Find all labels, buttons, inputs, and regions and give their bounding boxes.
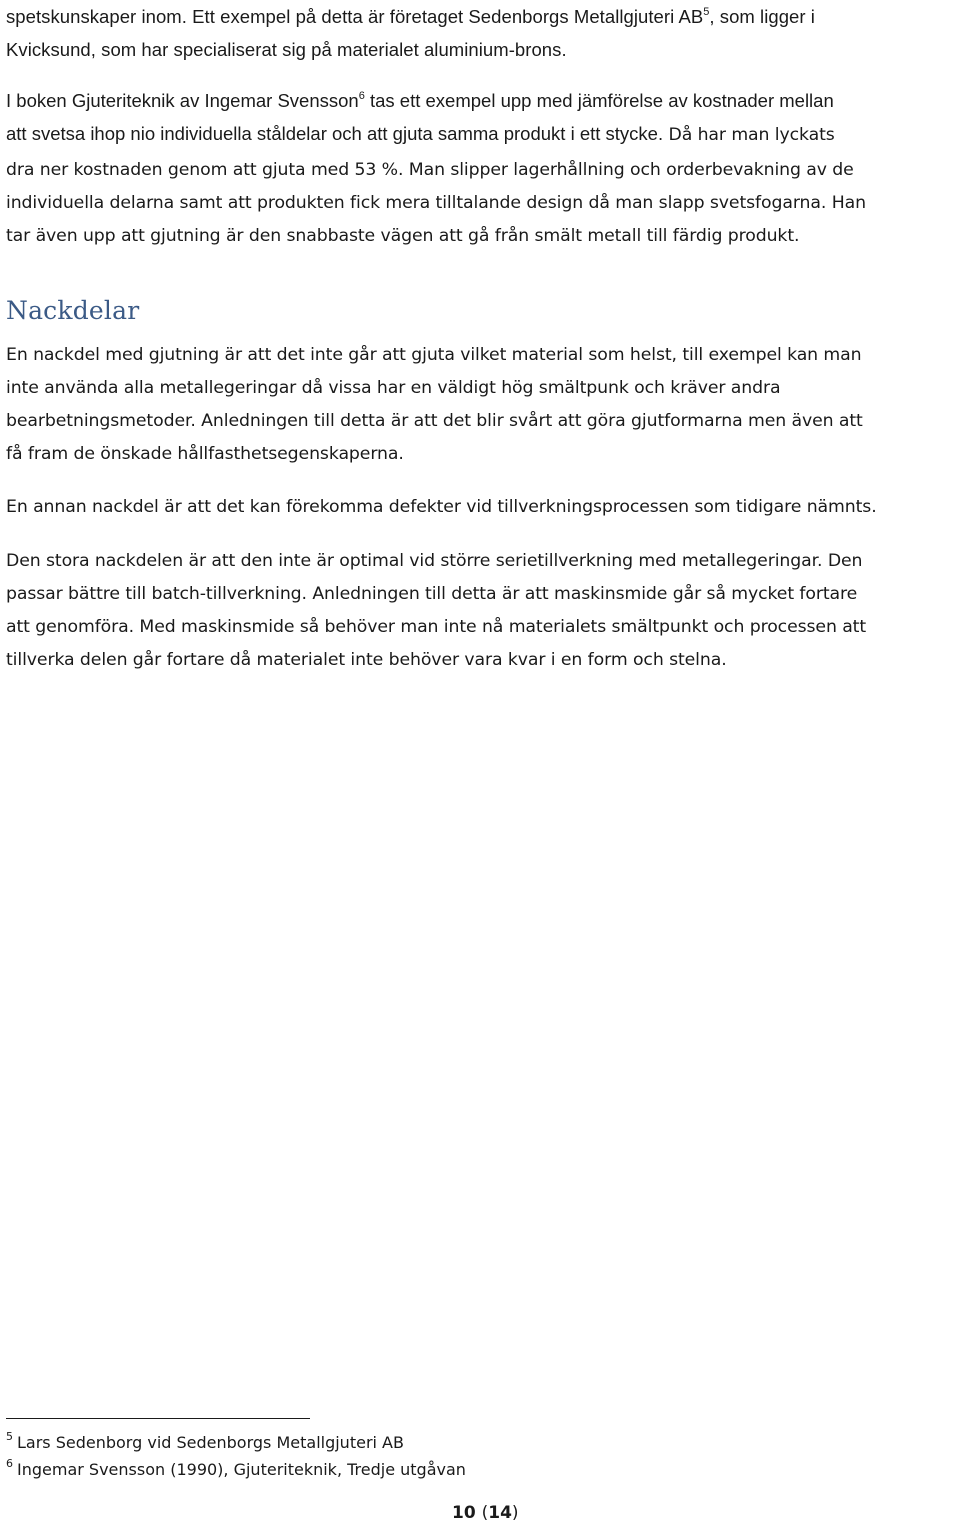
paragraph-line: passar bättre till batch-tillverkning. Anledningen till detta är att maskinsmide går så mycket fortare bbox=[6, 584, 858, 604]
footnote-number: 6 bbox=[6, 1456, 13, 1470]
intro-line bbox=[6, 0, 958, 33]
paragraph-line: tillverka delen går fortare då materialet inte behöver vara kvar i en form och stelna. bbox=[6, 650, 727, 670]
footnote-5 bbox=[6, 1429, 404, 1454]
page-current: 10 bbox=[452, 1503, 476, 1523]
nackdel-paragraph-3 bbox=[6, 545, 958, 677]
paragraph-line bbox=[6, 84, 958, 117]
footnote-number: 5 bbox=[6, 1429, 13, 1443]
paragraph-line bbox=[6, 152, 958, 187]
paragraph-text: dra ner kostnaden genom att gjuta med 53 %. bbox=[6, 160, 404, 180]
intro-line: Kvicksund, som har specialiserat sig på materialet aluminium-brons. bbox=[6, 39, 567, 60]
intro-text: spetskunskaper inom. Ett exempel på detta är företaget Sedenborgs Metallgjuteri AB bbox=[6, 6, 704, 27]
footnote-ref-5[interactable]: 5 bbox=[703, 5, 710, 18]
intro-text: , som ligger i bbox=[709, 6, 815, 27]
paragraph-line: inte använda alla metallegeringar då vissa har en väldigt hög smältpunk och kräver andra bbox=[6, 378, 781, 398]
paragraph-text: I boken Gjuteriteknik av Ingemar Svensson bbox=[6, 90, 359, 111]
paragraph-line bbox=[6, 117, 958, 152]
nackdel-paragraph-1 bbox=[6, 339, 958, 471]
footnote-text: Lars Sedenborg vid Sedenborgs Metallgjuteri AB bbox=[17, 1433, 404, 1452]
footnote-ref-6[interactable]: 6 bbox=[358, 89, 365, 102]
footnote-text: Ingemar Svensson (1990), Gjuteriteknik, Tredje utgåvan bbox=[17, 1460, 466, 1479]
paragraph-line: Den stora nackdelen är att den inte är optimal vid större serietillverkning med metallegeringar. Den bbox=[6, 551, 863, 571]
document-page: spetskunskaper inom. Ett exempel på detta är företaget Sedenborgs Metallgjuteri $AB^5$, som ligger i Kvicksund, som har specialiserat sig på materialet aluminium-brons. I boken Gjuteriteknik av Ingemar Svensson$^6$ tas ett exempel upp med jämförelse av kostnader mellan att svetsa ihop nio individuella ståldelar och att gjuta samma produkt i ett stycke. Då har man lyckats dra ner kostnaden genom att gjuta med 53 %. Man slipper lagerhållning och orderbevakning av de individuella delarna samt att produkten fick mera tilltalande design då man slapp svetsfogarna. Han tar även upp att gjutning är den snabbaste vägen att gå från smält metall till färdig produkt. Nackdelar En nackdel med gjutning är att det inte går att gjuta vilket material som helst, till exempel kan man inte använda alla metallegeringar då vissa har en väldigt hög smältpunk och kräver andra bearbetningsmetoder. Anledningen till detta är att det blir svårt att göra gjutformarna men även att få fram de önskade hållfasthetsegenskaperna. En annan nackdel är att det kan förekomma defekter vid tillverkningsprocessen som tidigare nämnts. Den stora nackdelen är att den inte är optimal vid större serietillverkning med metallegeringar. Den passar bättre till batch-tillverkning. Anledningen till detta är att maskinsmide går så mycket fortare att genomföra. Med maskinsmide så behöver man inte nå materialets smältpunkt och processen att tillverka delen går fortare då materialet inte behöver vara kvar i en form och stelna. $^5$ Lars Sedenborg vid Sedenborgs Metallgjuteri AB $^6$ Ingemar Svensson (1990), Gjuteriteknik, Tredje utgåvan 10 (14) bbox=[0, 0, 960, 1529]
paragraph-text: Man slipper lagerhållning och orderbevakning av de bbox=[403, 160, 854, 180]
paragraph-text: att svetsa ihop nio individuella ståldelar och att gjuta samma produkt i ett stycke. bbox=[6, 123, 664, 144]
paragraph-line: tar även upp att gjutning är den snabbaste vägen att gå från smält metall till färdig produkt. bbox=[6, 226, 800, 246]
intro-paragraph bbox=[6, 0, 958, 66]
paragraph-line: få fram de önskade hållfasthetsegenskaperna. bbox=[6, 444, 404, 464]
nackdel-paragraph-2 bbox=[6, 491, 958, 524]
paragraph-line: En annan nackdel är att det kan förekomma defekter vid tillverkningsprocessen som tidigare nämnts. bbox=[6, 497, 877, 517]
gjuteriteknik-paragraph bbox=[6, 84, 958, 253]
paragraph-line: En nackdel med gjutning är att det inte går att gjuta vilket material som helst, till exempel kan man bbox=[6, 345, 862, 365]
paragraph-text: Då har man lyckats bbox=[663, 125, 835, 145]
footnote-6 bbox=[6, 1456, 466, 1481]
footnote-divider bbox=[6, 1418, 310, 1419]
paragraph-line: bearbetningsmetoder. Anledningen till detta är att det blir svårt att göra gjutformarna men även att bbox=[6, 411, 863, 431]
section-heading: Nackdelar bbox=[6, 296, 140, 325]
paragraph-line: att genomföra. Med maskinsmide så behöver man inte nå materialets smältpunkt och processen att bbox=[6, 617, 867, 637]
paragraph-line: individuella delarna samt att produkten fick mera tilltalande design då man slapp svetsfogarna. Han bbox=[6, 193, 866, 213]
paragraph-text: tas ett exempel upp med jämförelse av kostnader mellan bbox=[364, 90, 834, 111]
page-total: 14 bbox=[488, 1503, 512, 1523]
